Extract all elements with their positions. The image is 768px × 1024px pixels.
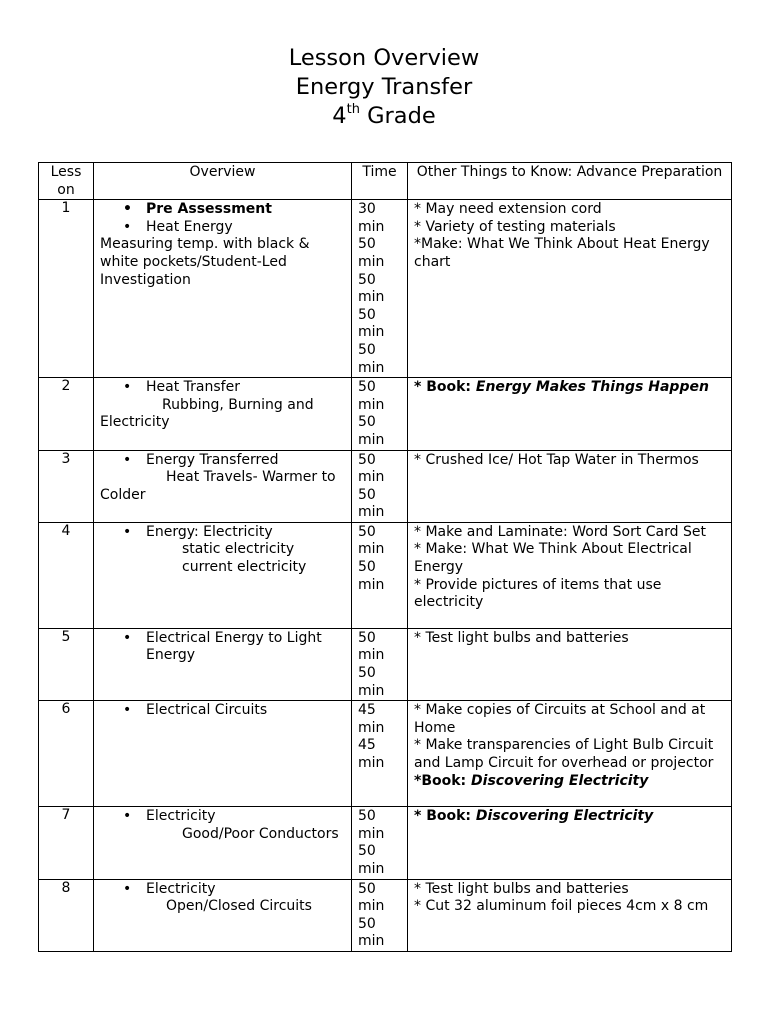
header-overview: Overview [94, 163, 352, 200]
overview-subtext: Measuring temp. with black & white pockets/Student-Led Investigation [100, 236, 310, 288]
overview-cell [94, 450, 352, 522]
time-value: 50 min [358, 880, 385, 915]
overview-bullet: • Pre Assessment [146, 201, 345, 219]
lesson-number: 8 [39, 879, 94, 951]
overview-cell [94, 701, 352, 807]
note-book-title: Discovering Electricity [475, 808, 654, 825]
header-other: Other Things to Know: Advance Preparation [408, 163, 732, 200]
note-item: * Make: What We Think About Electrical Energy [414, 541, 692, 576]
time-value: 50 min [358, 915, 385, 950]
note-item: * Make copies of Circuits at School and at Home [414, 702, 706, 736]
time-cell [352, 378, 408, 450]
table-row [39, 628, 732, 700]
note-book-title: Energy Makes Things Happen [475, 379, 709, 396]
overview-bullet: • Electrical Energy to Light Energy [146, 630, 345, 665]
time-cell [352, 522, 408, 628]
table-row [39, 378, 732, 450]
note-item: *Make: What We Think About Heat Energy chart [414, 236, 710, 270]
time-value: 50 min [358, 665, 385, 699]
note-book-label: Book: [426, 808, 476, 825]
lesson-table [38, 162, 732, 952]
overview-subtext-text: Heat Travels- Warmer to Colder [100, 469, 336, 503]
grade-word: Grade [367, 103, 436, 129]
time-cell [352, 807, 408, 879]
time-cell [352, 628, 408, 700]
time-cell [352, 450, 408, 522]
table-row [39, 701, 732, 807]
lesson-number: 1 [39, 200, 94, 378]
overview-bullet: • Electricity [146, 881, 345, 899]
table-row [39, 522, 732, 628]
time-cell [352, 879, 408, 951]
lesson-number: 6 [39, 701, 94, 807]
overview-subtext: Open/Closed Circuits [166, 898, 312, 915]
overview-cell [94, 628, 352, 700]
notes-cell [408, 807, 732, 879]
overview-subtext: static electricity [182, 541, 295, 558]
time-value: 50 min [358, 559, 385, 593]
time-value: 50 min [358, 843, 385, 878]
time-cell [352, 200, 408, 378]
time-value: 50 min [358, 271, 385, 306]
time-value: 50 min [358, 486, 385, 521]
overview-subtext: current electricity [182, 559, 307, 576]
notes-cell [408, 450, 732, 522]
note-item [414, 773, 725, 791]
note-item: * May need extension cord [414, 201, 602, 218]
time-value: 30 min [358, 201, 385, 235]
time-value: 45 min [358, 737, 385, 772]
overview-subtext [100, 469, 345, 504]
lesson-number: 7 [39, 807, 94, 879]
header-time: Time [352, 163, 408, 200]
note-item: * Crushed Ice/ Hot Tap Water in Thermos [414, 451, 699, 468]
table-header-row [39, 163, 732, 200]
note-item: * Make and Laminate: Word Sort Card Set [414, 523, 706, 540]
lesson-number: 3 [39, 450, 94, 522]
time-value: 50 min [358, 808, 385, 842]
table-row [39, 450, 732, 522]
time-cell [352, 701, 408, 807]
note-book-title: Discovering Electricity [471, 772, 649, 789]
overview-bullet: • Heat Energy [146, 219, 345, 237]
time-value: 50 min [358, 341, 385, 376]
lesson-number: 4 [39, 522, 94, 628]
note-item: * Test light bulbs and batteries [414, 629, 629, 646]
table-row [39, 879, 732, 951]
time-value: 50 min [358, 629, 385, 664]
overview-cell [94, 807, 352, 879]
note-item: * Variety of testing materials [414, 218, 616, 235]
note-book-label: Book: [426, 379, 476, 396]
time-value: 50 min [358, 236, 385, 270]
overview-bullet: • Electrical Circuits [146, 702, 345, 720]
overview-bullet: • Energy: Electricity [146, 524, 345, 542]
overview-cell [94, 522, 352, 628]
time-value: 50 min [358, 523, 385, 558]
notes-cell [408, 628, 732, 700]
notes-cell [408, 879, 732, 951]
note-prefix: * [414, 808, 427, 825]
time-value: 50 min [358, 414, 385, 448]
note-item: * Cut 32 aluminum foil pieces 4cm x 8 cm [414, 898, 709, 915]
header-lesson: Less on [39, 163, 94, 200]
time-value: 50 min [358, 306, 385, 341]
overview-subtext [100, 397, 345, 432]
note-prefix: * [414, 379, 427, 396]
overview-subtext-text: Rubbing, Burning and Electricity [100, 396, 314, 431]
title-line-3 [0, 102, 768, 131]
notes-cell [408, 701, 732, 807]
notes-cell [408, 522, 732, 628]
note-item: * Test light bulbs and batteries [414, 880, 629, 897]
note-item: * Make transparencies of Light Bulb Circuit and Lamp Circuit for overhead or projector [414, 737, 714, 772]
document-title [0, 44, 768, 131]
note-prefix: * [414, 772, 422, 789]
overview-cell [94, 200, 352, 378]
title-line-1: Lesson Overview [288, 45, 480, 71]
overview-subtext-text: Good/Poor Conductors [182, 825, 339, 842]
notes-cell [408, 200, 732, 378]
table-row [39, 807, 732, 879]
notes-cell [408, 378, 732, 450]
overview-bullet: • Energy Transferred [146, 452, 345, 470]
time-value: 45 min [358, 702, 385, 736]
overview-subtext [100, 826, 345, 844]
time-value: 50 min [358, 379, 385, 413]
table-row [39, 200, 732, 378]
lesson-number: 5 [39, 628, 94, 700]
overview-cell [94, 378, 352, 450]
grade-suffix: th [346, 102, 360, 117]
overview-cell [94, 879, 352, 951]
title-line-2: Energy Transfer [295, 74, 473, 100]
overview-bullet: • Heat Transfer [146, 379, 345, 397]
lesson-number: 2 [39, 378, 94, 450]
grade-number: 4 [332, 103, 347, 129]
time-value: 50 min [358, 451, 385, 486]
overview-bullet: • Electricity [146, 808, 345, 826]
note-item: * Provide pictures of items that use electricity [414, 576, 662, 611]
note-book-label: Book: [421, 772, 472, 789]
